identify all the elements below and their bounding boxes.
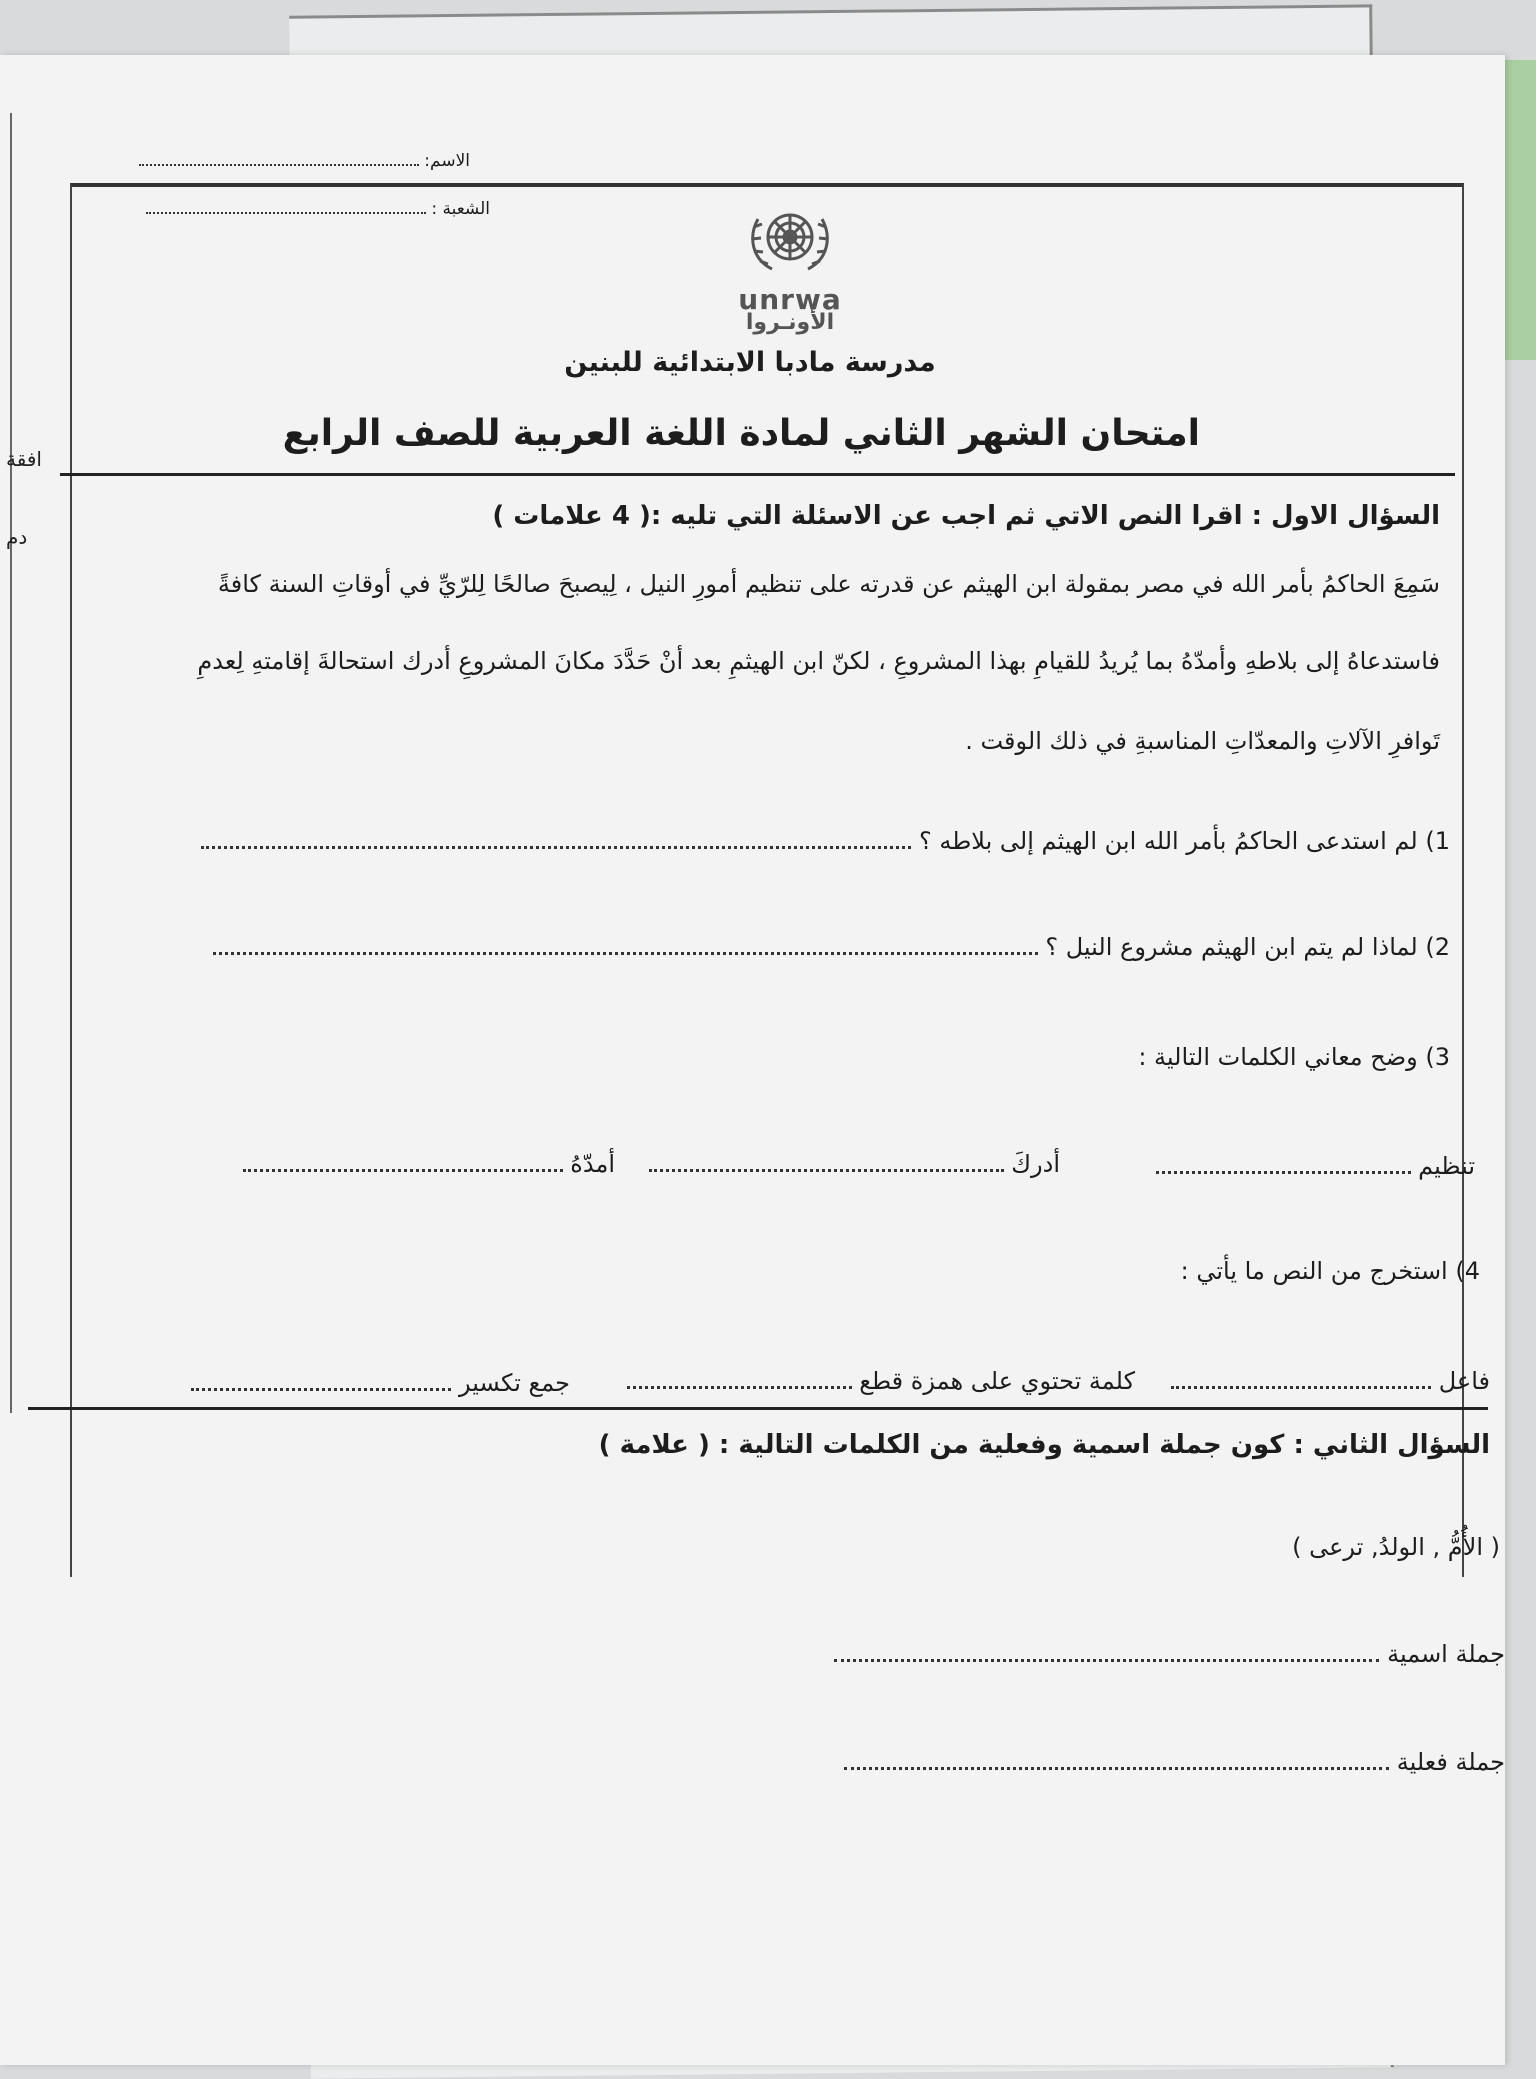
nominal-sentence [810,1640,1505,1668]
logo-latin-text: unrwa [738,283,842,316]
exam-title: امتحان الشهر الثاني لمادة اللغة العربية للصف الرابع [282,413,1200,454]
answer-line[interactable] [1171,1380,1431,1389]
answer-line[interactable] [1156,1165,1411,1174]
meaning-word-3-text: أمدّهُ [570,1150,615,1178]
title-divider [60,473,1455,476]
meaning-word-2-text: أدركَ [1011,1150,1060,1178]
q1-item-3: 3) وضح معاني الكلمات التالية : [1138,1043,1450,1071]
question2-heading: السؤال الثاني : كون جملة اسمية وفعلية من الكلمات التالية : ( علامة ) [598,1430,1490,1460]
answer-line[interactable] [191,1382,451,1391]
school-name: مدرسة مادبا الابتدائية للبنين [564,347,936,378]
passage-line-1: سَمِعَ الحاكمُ بأمر الله في مصر بمقولة ابن الهيثم عن قدرته على تنظيم أمورِ النيل ، لِيصبحَ صالحًا لِلرّيِّ في أوقاتِ السنة كافةً [217,570,1440,598]
extract-item-2 [575,1367,1135,1395]
extract-item-1-text: فاعل [1438,1367,1490,1395]
left-paper-edge [0,113,12,1413]
q1-item-2 [170,933,1450,961]
question2-words: ( الأُمُّ , الولدُ, ترعى ) [1292,1533,1500,1561]
question-divider [28,1407,1488,1410]
answer-line[interactable] [649,1163,1004,1172]
name-label: الاسم: [424,151,470,171]
extract-item-1 [1140,1367,1490,1395]
answer-line[interactable] [201,840,911,849]
exam-paper [0,55,1505,2065]
name-field[interactable] [120,150,470,171]
answer-line[interactable] [213,946,1038,955]
name-dots [139,150,419,166]
unrwa-logo [735,197,845,335]
section-label: الشعبة : [431,199,490,219]
nominal-sentence-label: جملة اسمية [1387,1640,1505,1668]
section-field[interactable] [125,198,490,219]
q1-item-1 [140,827,1450,855]
answer-line[interactable] [844,1761,1389,1770]
meaning-word-1-text: تنظيم [1418,1152,1475,1180]
margin-fragment-2: دم [6,525,28,549]
meaning-word-1 [1135,1152,1475,1180]
meaning-word-3 [205,1150,615,1178]
margin-fragment-1: افقة [6,447,42,471]
question1-heading: السؤال الاول : اقرا النص الاتي ثم اجب عن الاسئلة التي تليه :( 4 علامات ) [492,501,1440,531]
extract-item-3-text: جمع تكسير [459,1369,570,1397]
extract-item-2-text: كلمة تحتوي على همزة قطع [859,1367,1135,1395]
verbal-sentence [810,1748,1505,1776]
logo-arabic-text: الأونـروا [745,310,835,335]
section-dots [146,198,426,214]
answer-line[interactable] [834,1653,1379,1662]
verbal-sentence-label: جملة فعلية [1396,1748,1505,1776]
answer-line[interactable] [627,1380,852,1389]
un-emblem-icon [738,197,842,283]
passage-line-2: فاستدعاهُ إلى بلاطهِ وأمدّهُ بما يُريدُ للقيامِ بهذا المشروعِ ، لكنّ ابن الهيثمِ بعد أنْ حَدَّدَ مكانَ المشروعِ أدرك استحالةَ إقامتهِ لِعدمِ [197,647,1440,675]
meaning-word-2 [630,1150,1060,1178]
passage-line-3: تَوافرِ الآلاتِ والمعدّاتِ المناسبةِ في ذلك الوقت . [965,727,1440,755]
extract-item-3 [150,1369,570,1397]
q1-item-1-text: 1) لم استدعى الحاكمُ بأمر الله ابن الهيثم إلى بلاطه ؟ [918,827,1450,855]
answer-line[interactable] [243,1163,563,1172]
q1-item-2-text: 2) لماذا لم يتم ابن الهيثم مشروع النيل ؟ [1045,933,1450,961]
q1-item-4: 4) استخرج من النص ما يأتي : [1180,1257,1480,1285]
